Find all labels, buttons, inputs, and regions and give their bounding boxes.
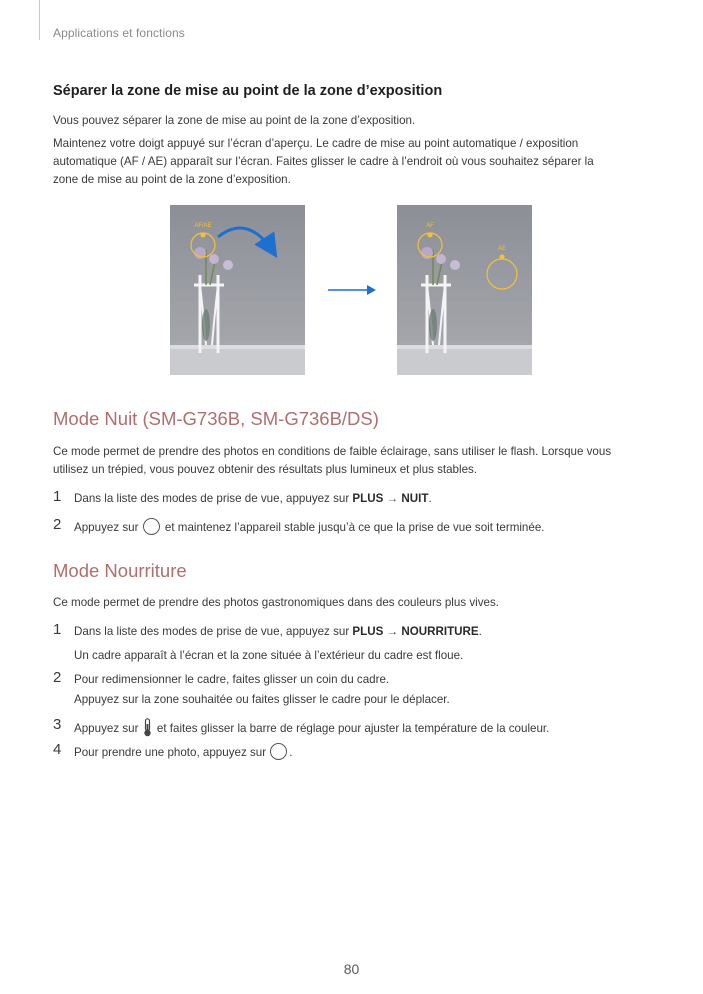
step-number: 3: [53, 716, 62, 733]
preview-photo-before: [170, 205, 305, 375]
food-step-2-detail: Appuyez sur la zone souhaitée ou faites glisser le cadre pour le déplacer.: [74, 693, 450, 706]
step-text: .: [478, 625, 482, 638]
food-step-1-detail: Un cadre apparaît à l’écran et la zone située à l’extérieur du cadre est floue.: [74, 649, 464, 662]
paragraph-line: automatique (AF / AE) apparaît sur l’écran. Faites glisser le cadre à l’endroit où vous souhaitez séparer la: [53, 155, 594, 168]
night-step-2: [53, 518, 673, 537]
paragraph: Vous pouvez séparer la zone de mise au point de la zone d’exposition.: [53, 114, 416, 127]
thermometer-icon: [143, 718, 152, 737]
section-title-focus-exposure: Séparer la zone de mise au point de la zone d’exposition: [53, 83, 443, 99]
heading-food-mode: Mode Nourriture: [53, 560, 187, 581]
arrow-text: →: [383, 492, 402, 505]
food-step-4: [53, 743, 673, 762]
ae-label: AE: [497, 246, 507, 252]
step-text: Dans la liste des modes de prise de vue, appuyez sur: [74, 492, 353, 505]
af-ae-label: AF/AE: [194, 223, 212, 229]
shutter-button-icon: [270, 743, 287, 760]
step-text: Dans la liste des modes de prise de vue, appuyez sur: [74, 625, 353, 638]
step-text: Pour redimensionner le cadre, faites glisser un coin du cadre.: [74, 673, 390, 686]
step-text: et maintenez l’appareil stable jusqu’à ce que la prise de vue soit terminée.: [161, 521, 545, 534]
step-number: 1: [53, 488, 62, 505]
step-number: 4: [53, 741, 62, 758]
food-step-1: [53, 623, 673, 641]
step-number: 2: [53, 516, 62, 533]
shutter-button-icon: [143, 518, 160, 535]
menu-night: NUIT: [401, 492, 429, 505]
food-step-2: [53, 671, 673, 689]
af-label: AF: [426, 223, 434, 229]
paragraph-line: utilisez un trépied, vous pouvez obtenir des résultats plus lumineux et plus stables.: [53, 463, 478, 476]
step-number: 1: [53, 621, 62, 638]
step-text: .: [289, 746, 293, 759]
running-header: Applications et fonctions: [53, 26, 185, 40]
step-text: Appuyez sur: [74, 521, 142, 534]
af-ae-illustration: [170, 205, 532, 375]
food-step-3: [53, 718, 673, 738]
menu-plus: PLUS: [352, 492, 384, 505]
paragraph-line: Maintenez votre doigt appuyé sur l’écran d’aperçu. Le cadre de mise au point automatique / exposition: [53, 137, 579, 150]
paragraph: Ce mode permet de prendre des photos gastronomiques dans des couleurs plus vives.: [53, 596, 499, 609]
page-number: 80: [343, 961, 360, 977]
menu-plus: PLUS: [352, 625, 384, 638]
step-text: Pour prendre une photo, appuyez sur: [74, 746, 270, 759]
step-text: .: [428, 492, 432, 505]
menu-food: NOURRITURE: [401, 625, 479, 638]
preview-photo-after: [397, 205, 532, 375]
night-step-1: [53, 490, 673, 508]
header-divider: [39, 0, 40, 40]
paragraph-line: zone de mise au point de la zone d’exposition.: [53, 173, 291, 186]
paragraph-line: Ce mode permet de prendre des photos en conditions de faible éclairage, sans utiliser le flash. Lorsque vous: [53, 445, 612, 458]
step-number: 2: [53, 669, 62, 686]
arrow-text: →: [383, 625, 402, 638]
transition-arrow-icon: [328, 285, 376, 295]
heading-night-mode: Mode Nuit (SM-G736B, SM-G736B/DS): [53, 408, 379, 429]
step-text: et faites glisser la barre de réglage pour ajuster la température de la couleur.: [153, 722, 550, 735]
step-text: Appuyez sur: [74, 722, 142, 735]
